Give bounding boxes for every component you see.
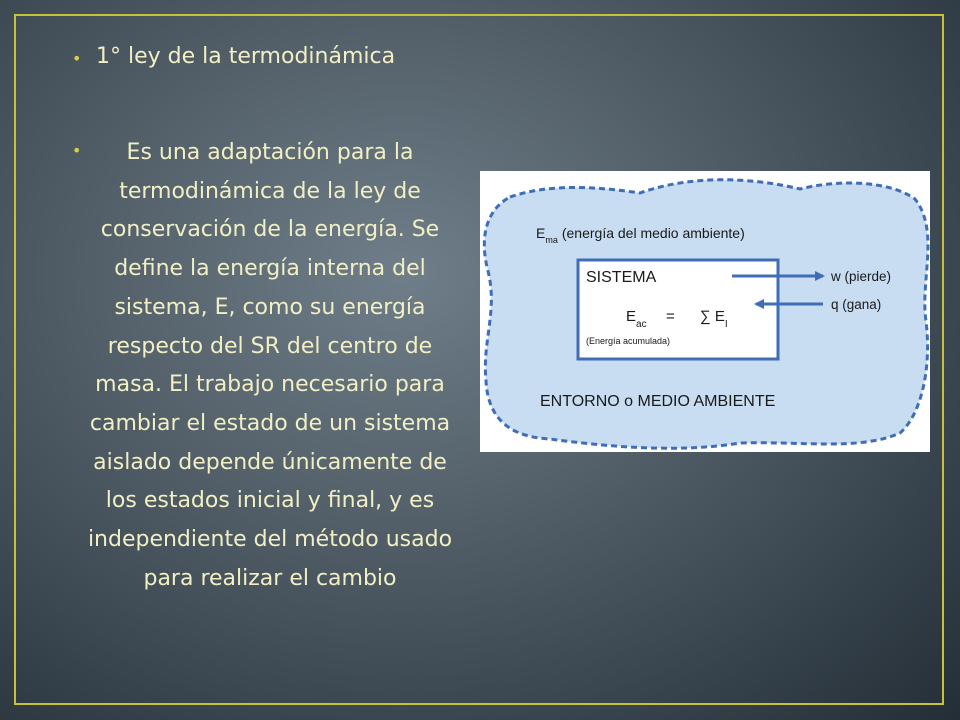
body-line: define la energía interna del xyxy=(114,256,426,282)
work-label: w (pierde) xyxy=(831,269,892,284)
slide-title: 1° ley de la termodinámica xyxy=(96,44,396,69)
equals-sign: = xyxy=(666,308,675,325)
body-line: para realizar el cambio xyxy=(143,565,397,591)
sum-energy-symbol: ∑ $E_I$ xyxy=(700,308,728,330)
body-line: independiente del método usado xyxy=(87,527,453,553)
body-line: los estados inicial y final, y es xyxy=(105,488,435,514)
energy-diagram xyxy=(480,171,930,452)
body-line: termodinámica de la ley de xyxy=(119,178,421,204)
environment-label: ENTORNO o MEDIO AMBIENTE xyxy=(540,393,776,410)
energy-diagram-svg xyxy=(480,171,930,452)
body-line: conservación de la energía. Se xyxy=(100,217,440,243)
body-line: masa. El trabajo necesario para xyxy=(95,372,445,398)
body-bullet: • xyxy=(72,141,82,160)
heat-label: q (gana) xyxy=(831,297,882,312)
title-bullet: • xyxy=(72,49,82,68)
accumulated-energy-symbol: $E_{ac}$ xyxy=(626,308,647,330)
body-line: sistema, E, como su energía xyxy=(114,294,426,320)
environment-energy-label: $E_{ma}$ (energía del medio ambiente) xyxy=(536,225,745,245)
body-line: respecto del SR del centro de xyxy=(107,333,433,359)
body-paragraph xyxy=(56,134,484,598)
body-line: aislado depende únicamente de xyxy=(93,449,447,475)
body-line: cambiar el estado de un sistema xyxy=(89,410,451,436)
system-label: SISTEMA xyxy=(586,269,657,286)
body-line: Es una adaptación para la xyxy=(126,140,414,165)
accumulated-energy-note: (Energía acumulada) xyxy=(586,336,671,346)
